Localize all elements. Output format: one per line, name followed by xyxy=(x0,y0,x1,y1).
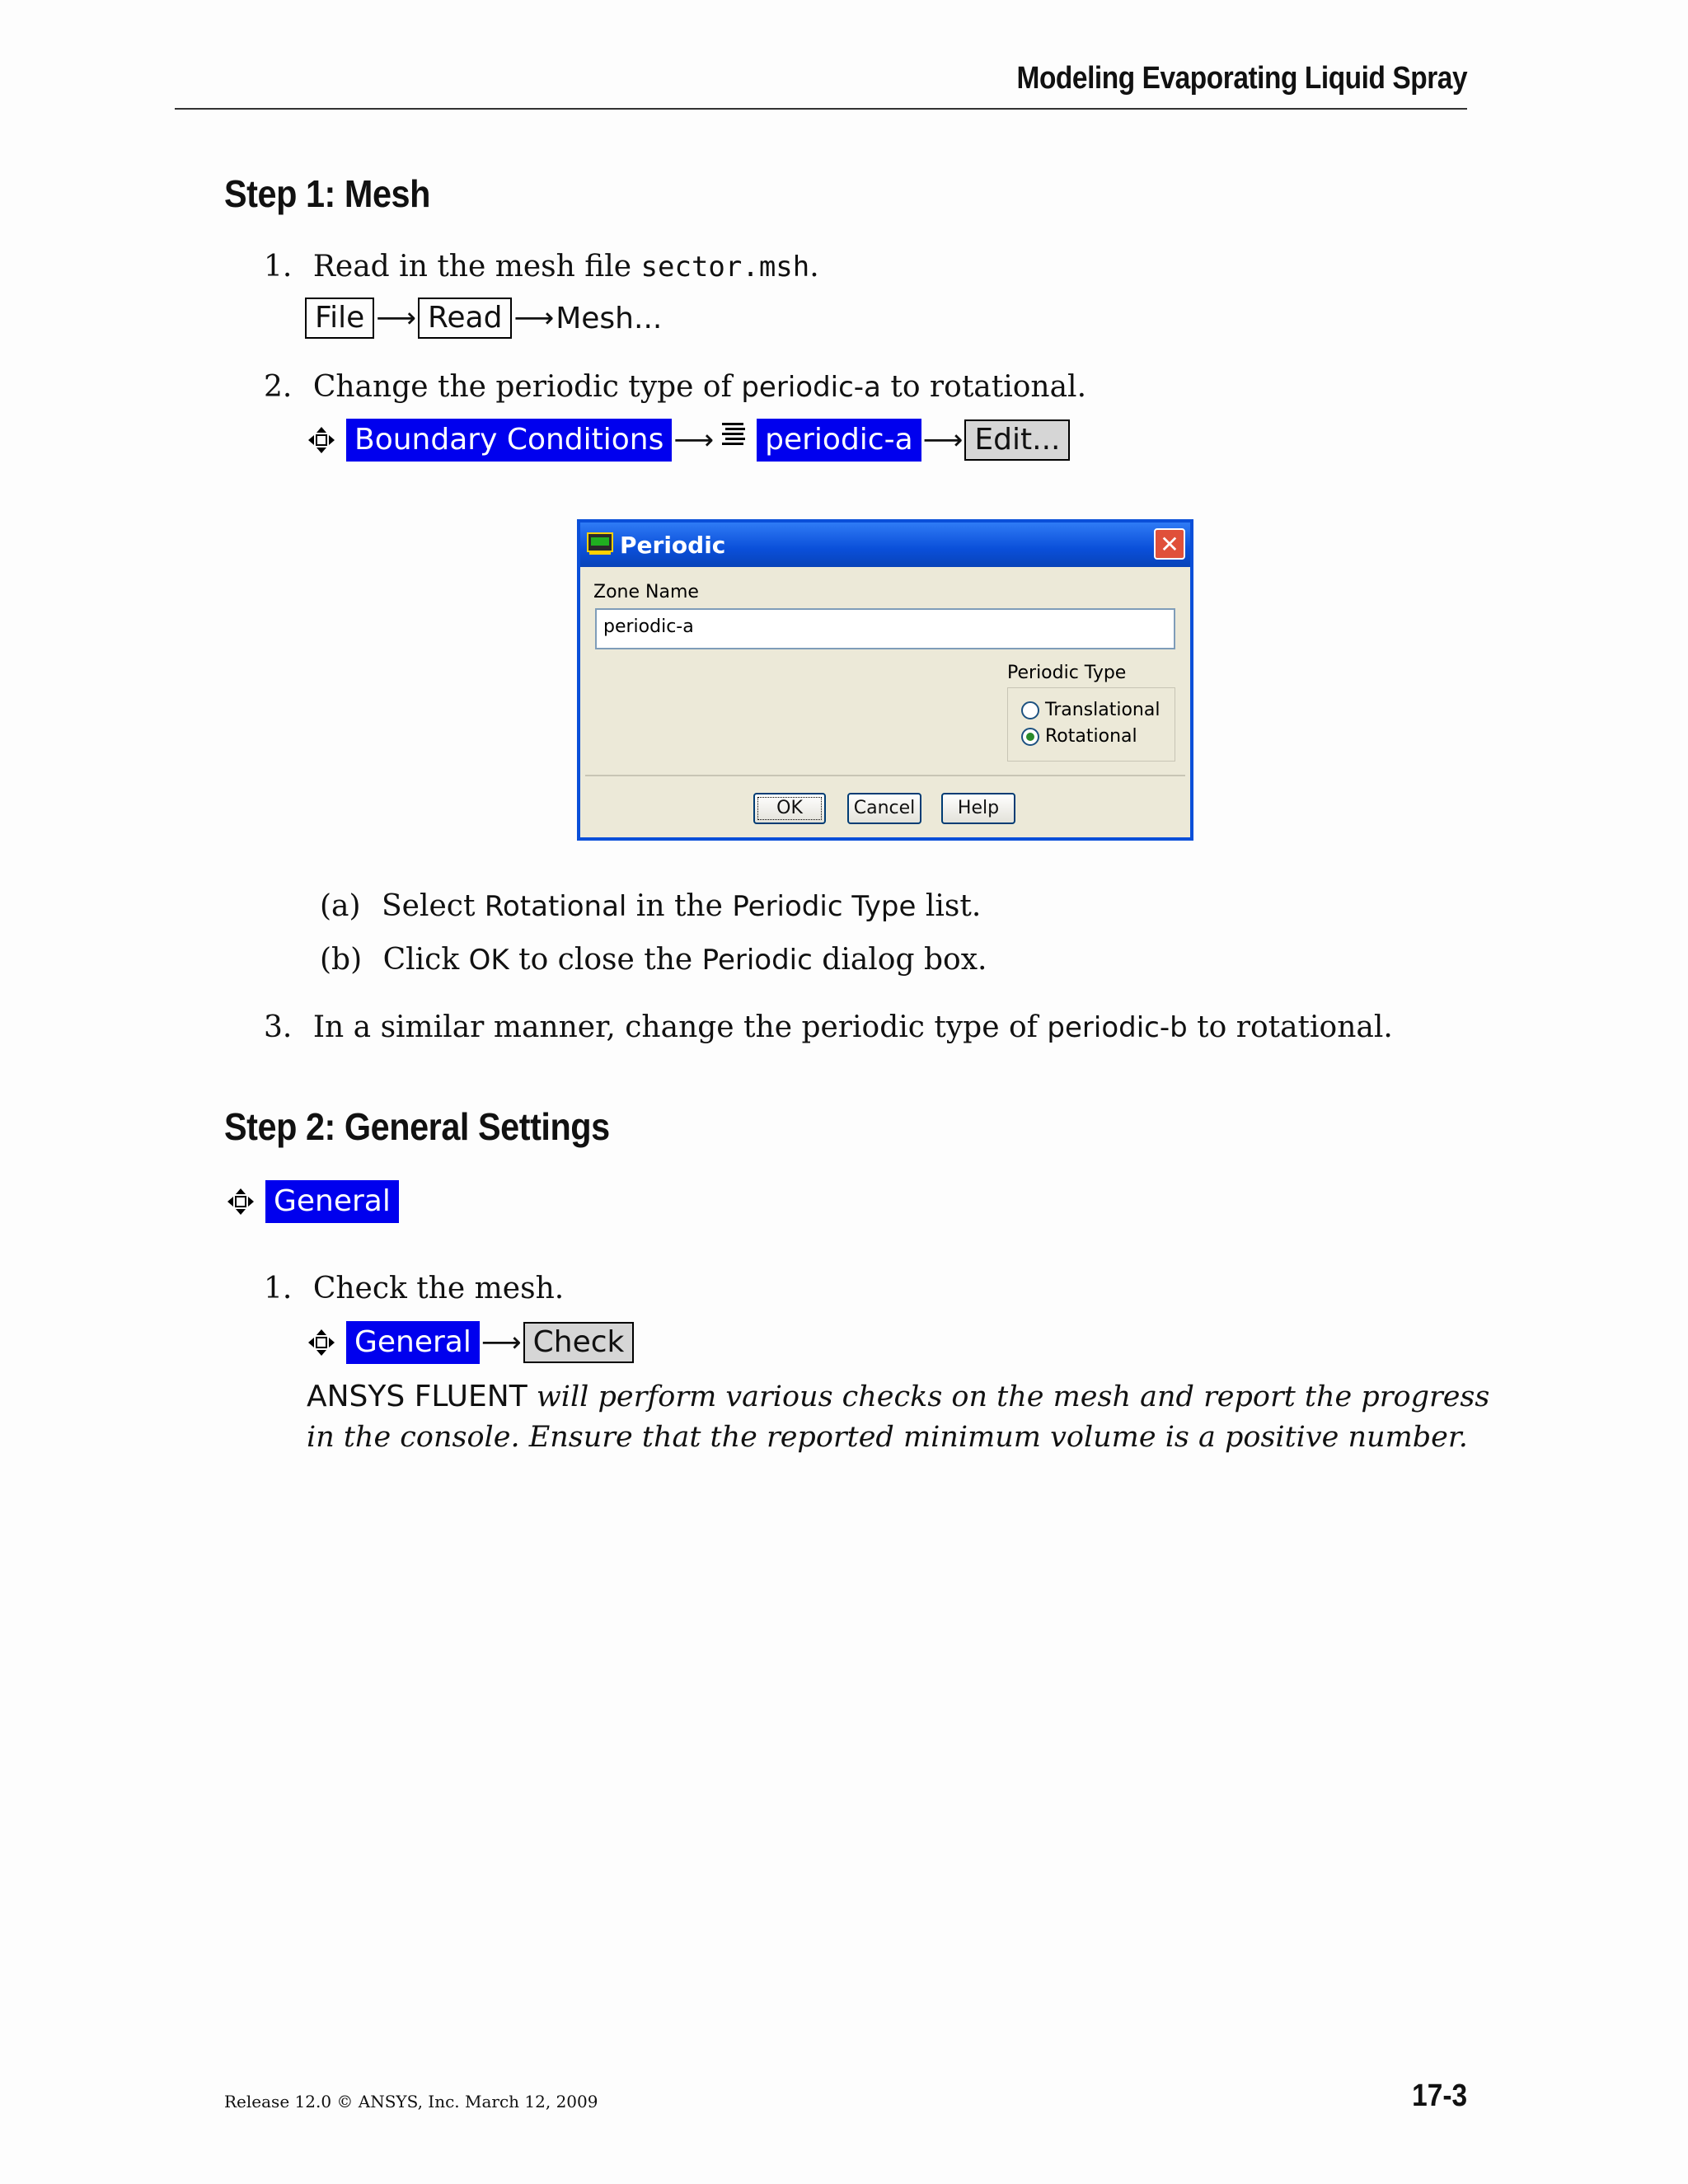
zone-name-field[interactable] xyxy=(595,608,1175,649)
nav-periodic-a[interactable]: periodic-a xyxy=(757,419,921,462)
option-translational-label: Translational xyxy=(1045,700,1160,720)
option-translational[interactable] xyxy=(1021,700,1160,720)
substep-label: (a) xyxy=(320,889,361,923)
check-note-line1 xyxy=(307,1377,1489,1417)
step1-item2 xyxy=(264,368,1086,407)
substep-a xyxy=(320,887,981,926)
item-text-end: to rotational. xyxy=(880,370,1087,404)
close-icon[interactable]: ✕ xyxy=(1154,528,1185,560)
step1-item1 xyxy=(264,247,819,287)
substep-text: list. xyxy=(916,889,982,923)
help-button[interactable]: Help xyxy=(941,793,1015,824)
check-button[interactable]: Check xyxy=(523,1322,635,1363)
step2-heading: Step 2: General Settings xyxy=(224,1105,610,1148)
page-number: 17-3 xyxy=(1412,2079,1467,2113)
nav-general[interactable]: General xyxy=(265,1180,399,1223)
nav-boundary-conditions[interactable]: Boundary Conditions xyxy=(346,419,672,462)
arrow-icon: ⟶ xyxy=(673,424,715,457)
menu-mesh[interactable]: Mesh... xyxy=(556,301,663,335)
item-text: Check the mesh. xyxy=(312,1272,565,1305)
dialog-title: Periodic xyxy=(620,532,726,559)
arrow-icon: ⟶ xyxy=(481,1326,522,1359)
item-text-end: to rotational. xyxy=(1187,1010,1393,1044)
item-number: 3. xyxy=(264,1010,293,1044)
list-icon xyxy=(720,421,748,451)
step2-item1 xyxy=(264,1269,564,1309)
item-number: 2. xyxy=(264,370,293,404)
dialog-separator xyxy=(585,775,1185,776)
substep-text: to close the xyxy=(509,943,702,977)
substep-b xyxy=(320,940,987,980)
move-cross-icon xyxy=(307,425,336,455)
mesh-filename: sector.msh xyxy=(640,251,810,284)
keyword-periodic: Periodic xyxy=(701,944,813,977)
keyword-periodic-type: Periodic Type xyxy=(732,890,917,923)
zone-name-value: periodic-a xyxy=(603,616,694,637)
item-text: In a similar manner, change the periodic type of xyxy=(312,1010,1048,1044)
radio-rotational[interactable] xyxy=(1021,728,1039,746)
note-text: will perform various checks on the mesh and report the progress xyxy=(527,1380,1490,1413)
item-text: Change the periodic type of xyxy=(312,370,742,404)
dialog-titlebar[interactable] xyxy=(580,523,1190,567)
item-text: Read in the mesh file xyxy=(312,250,641,284)
substep-label: (b) xyxy=(320,943,363,977)
item-number: 1. xyxy=(264,1272,293,1305)
header-rule xyxy=(175,108,1467,110)
edit-button[interactable]: Edit... xyxy=(964,419,1070,461)
check-note-line2: in the console. Ensure that the reported minimum volume is a positive number. xyxy=(307,1421,1468,1454)
keyword-ok: OK xyxy=(468,944,509,977)
arrow-icon: ⟶ xyxy=(376,302,416,335)
product-name: ANSYS FLUENT xyxy=(307,1380,528,1413)
keyword-rotational: Rotational xyxy=(484,890,627,923)
cancel-button[interactable]: Cancel xyxy=(847,793,921,824)
running-header: Modeling Evaporating Liquid Spray xyxy=(1016,61,1467,96)
step1-heading: Step 1: Mesh xyxy=(224,172,430,215)
ok-button[interactable]: OK xyxy=(753,793,826,824)
check-nav-path xyxy=(307,1321,634,1364)
zone-name: periodic-b xyxy=(1047,1011,1188,1044)
general-nav xyxy=(226,1180,399,1223)
substep-text: in the xyxy=(626,889,733,923)
item-text-end: . xyxy=(809,250,819,284)
move-cross-icon xyxy=(226,1187,256,1216)
footer-release: Release 12.0 © ANSYS, Inc. March 12, 2009 xyxy=(224,2092,598,2111)
step1-item3 xyxy=(264,1008,1393,1047)
periodic-app-icon xyxy=(587,532,613,555)
periodic-dialog xyxy=(577,519,1193,841)
substep-text: Click xyxy=(382,943,469,977)
periodic-type-label: Periodic Type xyxy=(1007,663,1127,683)
arrow-icon: ⟶ xyxy=(513,302,555,335)
substep-text: dialog box. xyxy=(812,943,987,977)
option-rotational-label: Rotational xyxy=(1045,726,1137,747)
substep-text: Select xyxy=(382,889,485,923)
item-number: 1. xyxy=(264,250,293,284)
boundary-nav-path xyxy=(307,419,1070,462)
menu-file[interactable]: File xyxy=(305,298,374,339)
zone-name-label: Zone Name xyxy=(593,582,699,602)
periodic-type-group xyxy=(1007,687,1175,762)
file-menu-path xyxy=(305,298,662,339)
nav-general[interactable]: General xyxy=(346,1321,480,1364)
option-rotational[interactable] xyxy=(1021,726,1137,747)
zone-name: periodic-a xyxy=(741,371,881,404)
menu-read[interactable]: Read xyxy=(418,298,512,339)
radio-translational[interactable] xyxy=(1021,701,1039,719)
arrow-icon: ⟶ xyxy=(922,424,964,457)
move-cross-icon xyxy=(307,1328,336,1357)
